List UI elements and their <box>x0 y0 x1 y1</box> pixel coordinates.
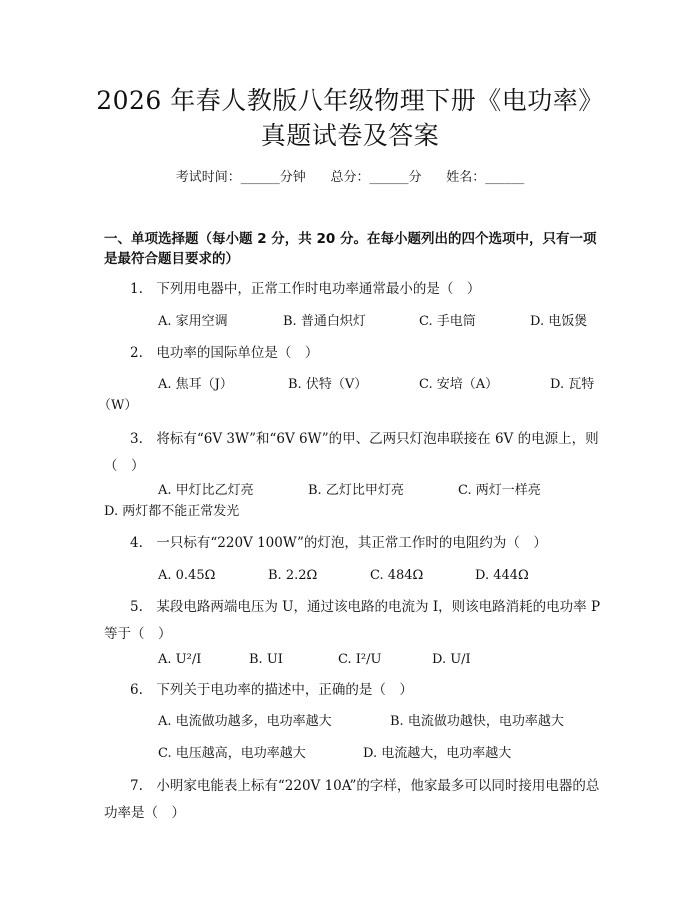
question-4-option-a: A. 0.45Ω <box>158 568 216 583</box>
section-heading-line-2: 是最符合题目要求的） <box>104 251 239 267</box>
question-1-option-d: D. 电饭煲 <box>530 314 588 329</box>
question-3-option-a: A. 甲灯比乙灯亮 <box>158 483 254 498</box>
question-1-stem: 1. 下列用电器中，正常工作时电功率通常最小的是（ ） <box>130 281 481 297</box>
exam-info-line: 考试时间：______分钟 总分：______分 姓名：______ <box>175 170 525 185</box>
question-6-stem: 6. 下列关于电功率的描述中，正确的是（ ） <box>130 682 413 698</box>
question-2-option-a: A. 焦耳（J） <box>158 377 233 392</box>
question-4-option-b: B. 2.2Ω <box>268 568 318 583</box>
document-title-line-2: 真题试卷及答案 <box>260 121 440 150</box>
question-6-option-a: A. 电流做功越多，电功率越大 <box>158 714 332 729</box>
question-1-option-b: B. 普通白炽灯 <box>283 314 366 329</box>
question-1-option-c: C. 手电筒 <box>419 314 476 329</box>
question-5-option-c: C. I²/U <box>338 652 382 667</box>
question-5-stem: 5. 某段电路两端电压为 U，通过该电路的电流为 I，则该电路消耗的电功率 P 等于（ ） <box>104 599 601 642</box>
question-3-option-d: D. 两灯都不能正常发光 <box>104 504 240 519</box>
question-3-stem: 3. 将标有“6V 3W”和“6V 6W”的甲、乙两只灯泡串联接在 6V 的电源上，则（ ） <box>104 431 599 474</box>
document-title-line-1: 2026 年春人教版八年级物理下册《电功率》 <box>96 86 604 115</box>
question-4-option-d: D. 444Ω <box>475 568 529 583</box>
question-2-stem: 2. 电功率的国际单位是（ ） <box>130 345 319 361</box>
question-5-option-d: D. U/I <box>432 652 471 667</box>
question-2-option-b: B. 伏特（V） <box>288 377 368 392</box>
question-2-option-d: D. 瓦特 <box>550 377 595 392</box>
question-5-option-a: A. U²/I <box>158 652 202 667</box>
question-2-option-d-wrap: （W） <box>98 398 138 413</box>
question-7-stem: 7. 小明家电能表上标有“220V 10A”的字样，他家最多可以同时接用电器的总功率是（ ） <box>104 778 600 821</box>
question-2-option-c: C. 安培（A） <box>419 377 499 392</box>
question-1-option-a: A. 家用空调 <box>158 314 228 329</box>
question-6-option-c: C. 电压越高，电功率越大 <box>158 746 306 761</box>
question-6-option-d: D. 电流越大，电功率越大 <box>363 746 512 761</box>
question-4-option-c: C. 484Ω <box>370 568 424 583</box>
question-5-option-b: B. UI <box>249 652 283 667</box>
section-heading-line-1: 一、单项选择题（每小题 2 分，共 20 分。在每小题列出的四个选项中，只有一项 <box>104 231 597 247</box>
question-3-option-b: B. 乙灯比甲灯亮 <box>308 483 404 498</box>
question-4-stem: 4. 一只标有“220V 100W”的灯泡，其正常工作时的电阻约为（ ） <box>130 535 547 551</box>
question-6-option-b: B. 电流做功越快，电功率越大 <box>390 714 564 729</box>
question-3-option-c: C. 两灯一样亮 <box>458 483 541 498</box>
